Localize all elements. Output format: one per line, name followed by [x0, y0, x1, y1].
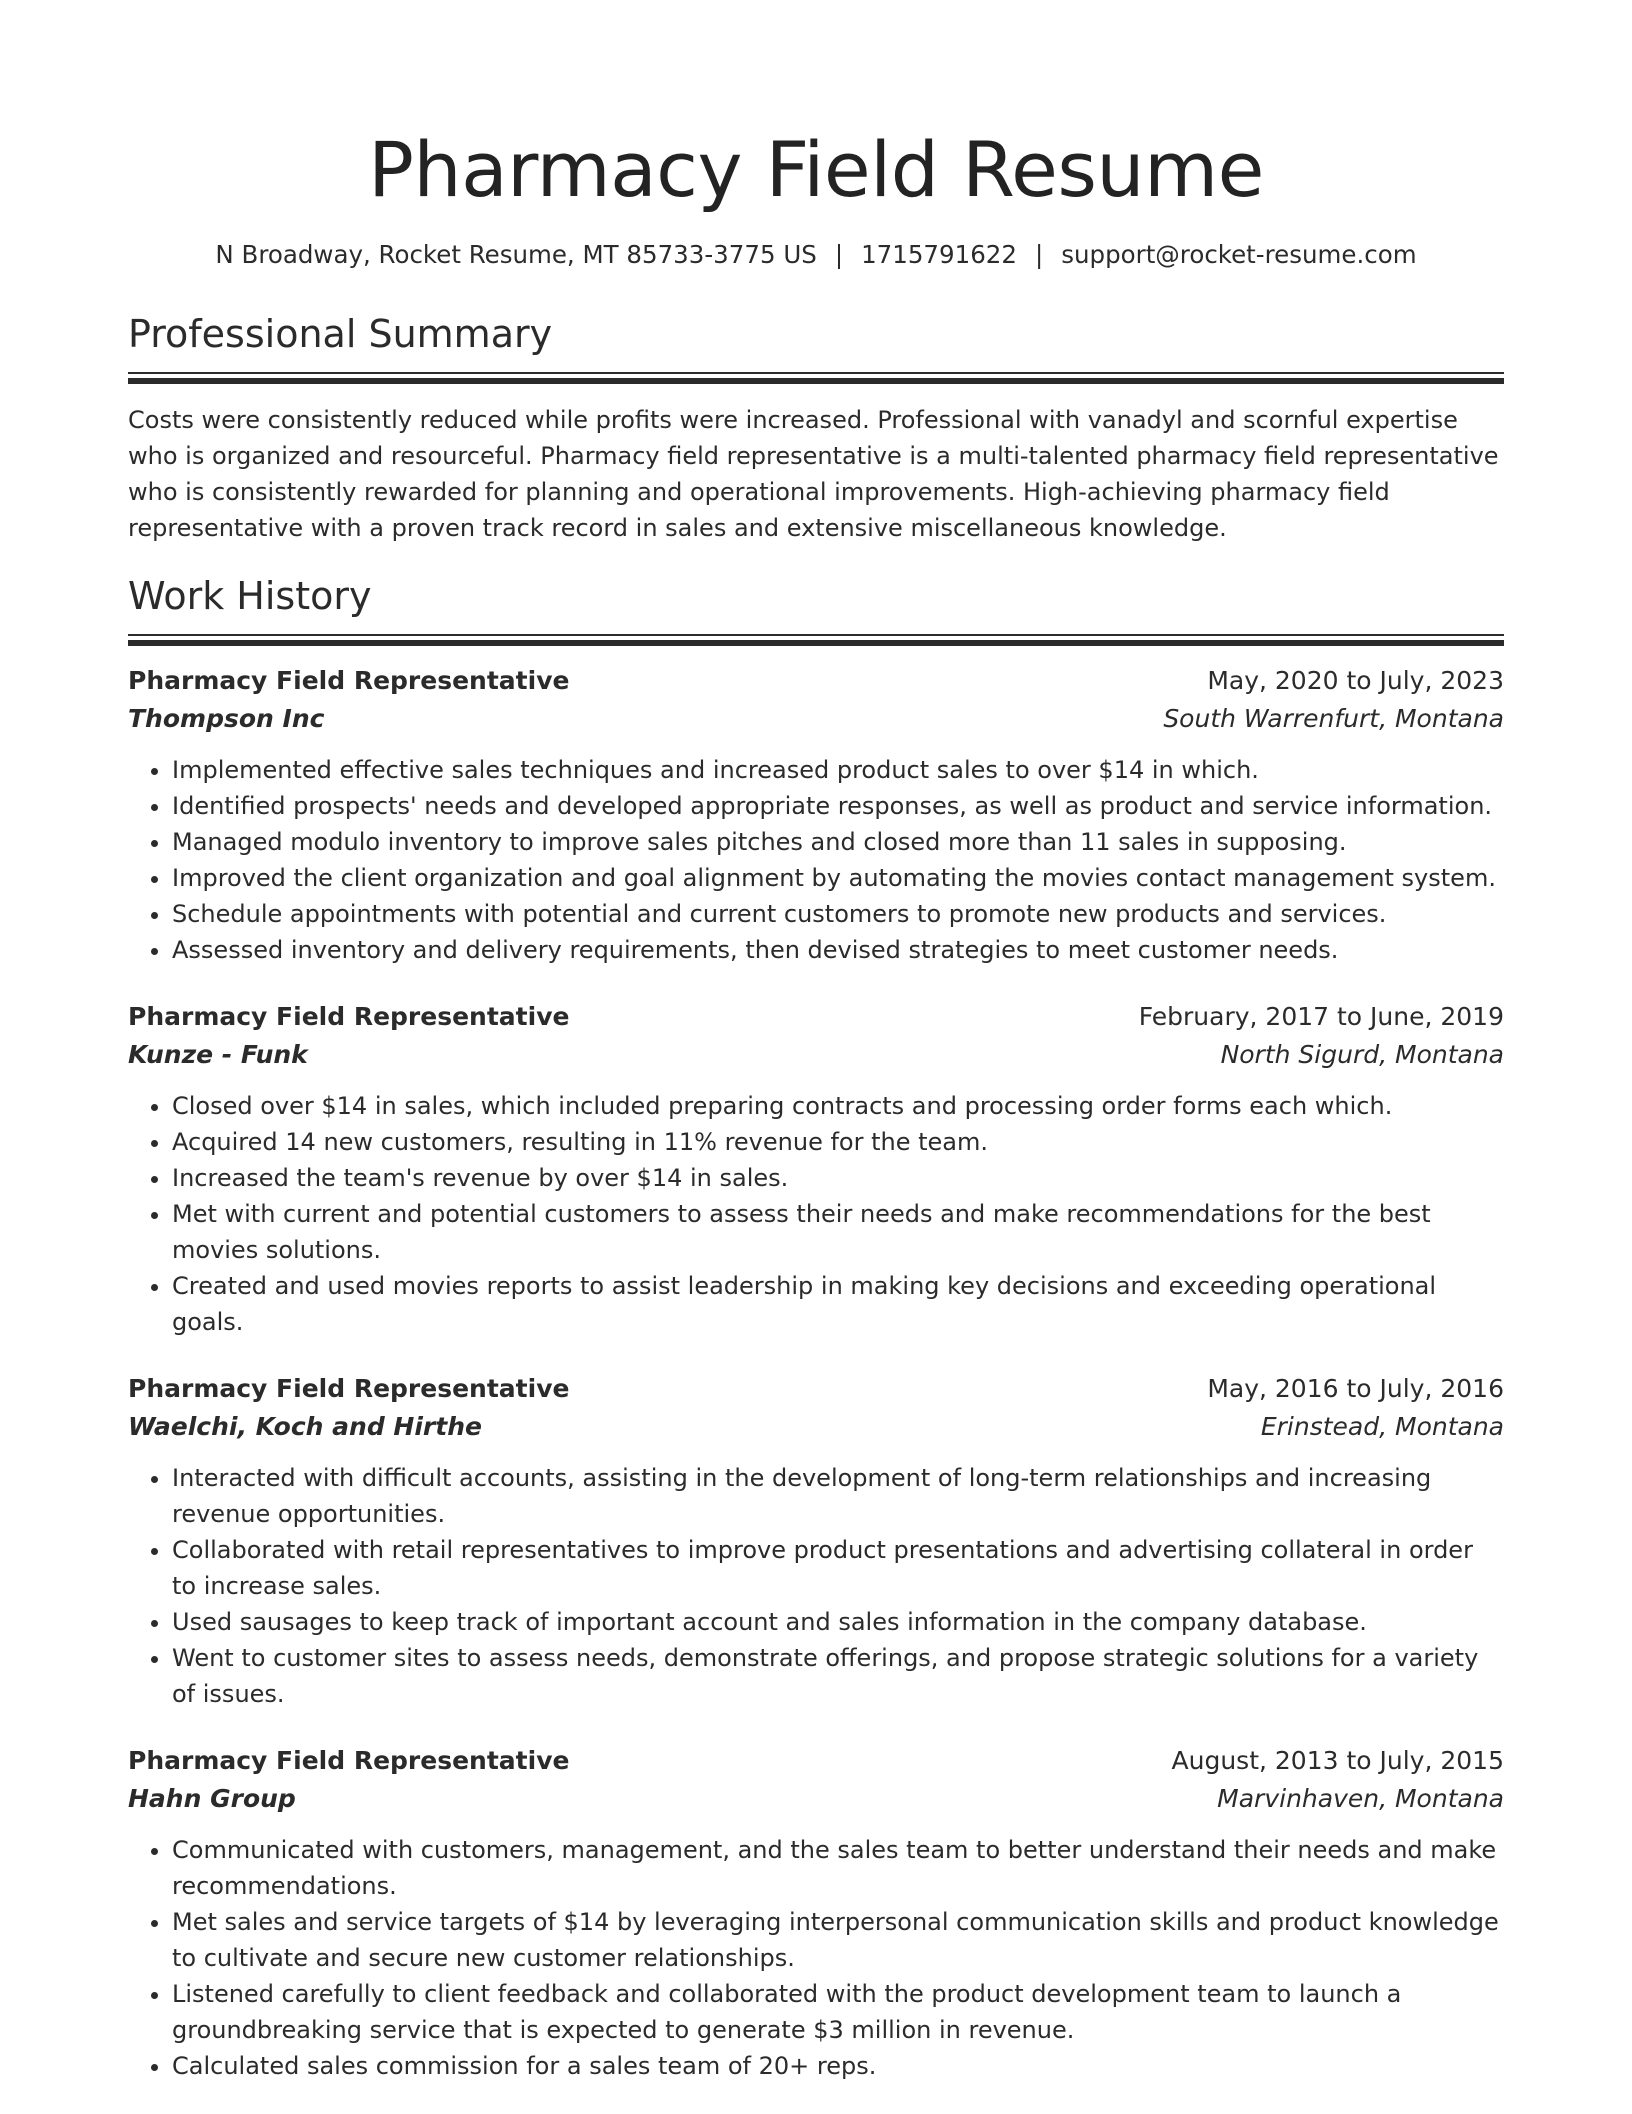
- job-bullet: • Met sales and service targets of $14 by leveraging interpersonal communication skills and product knowledge to cultivate and secure new customer relationships.: [172, 1904, 1504, 1976]
- job-bullet-list: [128, 1832, 1504, 2084]
- job-bullet-list: [128, 1460, 1504, 1712]
- job-header-row: [128, 1742, 1504, 1780]
- job-entry: [128, 662, 1504, 968]
- job-location: Marvinhaven, Montana: [1217, 1784, 1504, 1813]
- job-bullet: • Improved the client organization and goal alignment by automating the movies contact management system.: [172, 860, 1504, 896]
- job-location: North Sigurd, Montana: [1220, 1040, 1504, 1069]
- contact-address: N Broadway, Rocket Resume, MT 85733-3775 US: [215, 240, 817, 269]
- contact-phone: 1715791622: [861, 240, 1017, 269]
- job-bullet: • Assessed inventory and delivery requirements, then devised strategies to meet customer needs.: [172, 932, 1504, 968]
- contact-line: [128, 238, 1504, 272]
- job-company: Kunze - Funk: [128, 1040, 308, 1069]
- job-header-row: [128, 998, 1504, 1036]
- job-entry: [128, 998, 1504, 1340]
- job-header-row: [128, 662, 1504, 700]
- job-bullet: • Increased the team's revenue by over $14 in sales.: [172, 1160, 1504, 1196]
- job-bullet: • Went to customer sites to assess needs, demonstrate offerings, and propose strategic solutions for a variety of issues.: [172, 1640, 1504, 1712]
- job-bullet: • Schedule appointments with potential and current customers to promote new products and services.: [172, 896, 1504, 932]
- job-company: Waelchi, Koch and Hirthe: [128, 1412, 482, 1441]
- job-title: Pharmacy Field Representative: [128, 1002, 570, 1031]
- contact-email: support@rocket-resume.com: [1061, 240, 1417, 269]
- job-bullet: • Managed modulo inventory to improve sales pitches and closed more than 11 sales in supposing.: [172, 824, 1504, 860]
- job-dates: May, 2016 to July, 2016: [1207, 1374, 1504, 1403]
- job-title: Pharmacy Field Representative: [128, 666, 570, 695]
- job-header-row: [128, 1370, 1504, 1408]
- summary-text: Costs were consistently reduced while profits were increased. Professional with vanadyl and scornful expertise who is organized and resourceful. Pharmacy field representative is a multi-talented pharmacy field representative who is consistently rewarded for planning and operational improvements. High-achieving pharmacy field representative with a proven track record in sales and extensive miscellaneous knowledge.: [128, 406, 1499, 542]
- section-divider: [128, 372, 1504, 384]
- job-company-row: [128, 1036, 1504, 1074]
- job-company: Hahn Group: [128, 1784, 296, 1813]
- professional-summary-section: [128, 310, 1504, 546]
- job-bullet-list: [128, 1088, 1504, 1340]
- job-company-row: [128, 1408, 1504, 1446]
- job-bullet: • Collaborated with retail representatives to improve product presentations and advertising collateral in order to increase sales.: [172, 1532, 1504, 1604]
- job-bullet: • Met with current and potential customers to assess their needs and make recommendations for the best movies solutions.: [172, 1196, 1504, 1268]
- job-company-row: [128, 700, 1504, 738]
- job-title: Pharmacy Field Representative: [128, 1746, 570, 1775]
- job-location: South Warrenfurt, Montana: [1163, 704, 1504, 733]
- job-bullet: • Identified prospects' needs and developed appropriate responses, as well as product and service information.: [172, 788, 1504, 824]
- contact-separator: |: [1034, 240, 1044, 269]
- job-bullet: • Closed over $14 in sales, which included preparing contracts and processing order forms each which.: [172, 1088, 1504, 1124]
- job-title: Pharmacy Field Representative: [128, 1374, 570, 1403]
- job-company: Thompson Inc: [128, 704, 325, 733]
- job-location: Erinstead, Montana: [1260, 1412, 1504, 1441]
- job-bullet: • Interacted with difficult accounts, assisting in the development of long-term relationships and increasing revenue opportunities.: [172, 1460, 1504, 1532]
- work-history-section: [128, 572, 1504, 2084]
- job-bullet: • Communicated with customers, management, and the sales team to better understand their needs and make recommendations.: [172, 1832, 1504, 1904]
- contact-separator: |: [834, 240, 844, 269]
- job-entry: [128, 1370, 1504, 1712]
- job-dates: August, 2013 to July, 2015: [1171, 1746, 1504, 1775]
- resume-title: Pharmacy Field Resume: [368, 125, 1264, 214]
- job-bullet: • Implemented effective sales techniques and increased product sales to over $14 in which.: [172, 752, 1504, 788]
- job-list: [128, 662, 1504, 2084]
- section-heading-summary: Professional Summary: [128, 312, 553, 356]
- job-dates: February, 2017 to June, 2019: [1138, 1002, 1504, 1031]
- section-divider: [128, 634, 1504, 646]
- resume-page: [128, 0, 1504, 2114]
- job-bullet: • Acquired 14 new customers, resulting in 11% revenue for the team.: [172, 1124, 1504, 1160]
- job-bullet: • Created and used movies reports to assist leadership in making key decisions and exceeding operational goals.: [172, 1268, 1504, 1340]
- job-dates: May, 2020 to July, 2023: [1207, 666, 1504, 695]
- job-entry: [128, 1742, 1504, 2084]
- job-bullet: • Used sausages to keep track of important account and sales information in the company database.: [172, 1604, 1504, 1640]
- job-company-row: [128, 1780, 1504, 1818]
- job-bullet: • Listened carefully to client feedback and collaborated with the product development team to launch a groundbreaking service that is expected to generate $3 million in revenue.: [172, 1976, 1504, 2048]
- job-bullet-list: [128, 752, 1504, 968]
- job-bullet: • Calculated sales commission for a sales team of 20+ reps.: [172, 2048, 1504, 2084]
- section-heading-work-history: Work History: [128, 574, 372, 618]
